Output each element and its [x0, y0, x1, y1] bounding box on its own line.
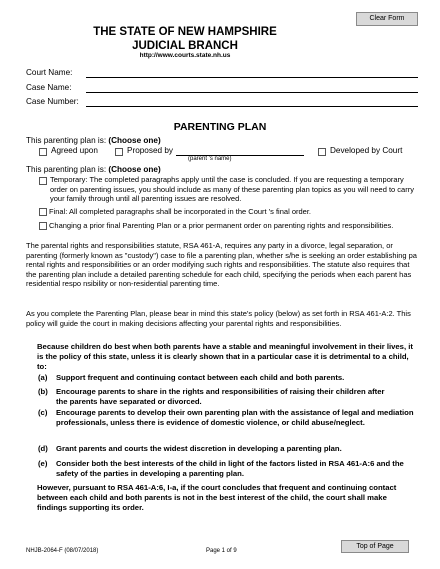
policy-item-d-label: (d)	[38, 444, 48, 453]
choose-one-label: (Choose one)	[108, 136, 161, 145]
agreed-upon-label: Agreed upon	[51, 146, 98, 155]
policy-intro-paragraph: As you complete the Parenting Plan, please bear in mind this state's policy (below) as set forth in RSA 461-A:2. This policy will guide the court in making decisions affecting your parental rights and responsibilities.	[26, 309, 411, 328]
policy-item-a-label: (a)	[38, 373, 48, 382]
statute-paragraph: The parental rights and responsibilities statute, RSA 461-A, requires any party in a divorce, legal separation, or parenting (formerly known as "custody") case to file a parenting plan, whether s/he is seeking an order establishing pa rental rights and responsibilities or an order modifying such rights and responsibilities. The statute also requires that the parenting plan include a detailed parenting schedule for each child, specifying the periods when each parent has residential respo nsibility or non-residential parenting time.	[26, 241, 417, 289]
form-id: NHJB-2064-F (08/07/2018)	[26, 548, 99, 554]
plan-duration-intro-text: This parenting plan is:	[26, 165, 107, 174]
top-of-page-button[interactable]: Top of Page	[341, 540, 409, 553]
policy-item-e-label: (e)	[38, 459, 48, 468]
court-url: http://www.courts.state.nh.us	[139, 52, 231, 59]
policy-item-a-text: Support frequent and continuing contact between each child and both parents.	[56, 373, 345, 382]
temporary-option-text: Temporary: The completed paragraphs apply until the case is concluded. If you are requesting a temporary order on parenting issues, you should include as many of these parenting plan topics as you will need to carry your family through until all parenting issues are resolved.	[50, 175, 414, 204]
policy-item-e-text: Consider both the best interests of the child in light of the factors listed in RSA 461-A:6 and the safety of the parties in developing a parenting plan.	[56, 459, 404, 479]
branch-heading: JUDICIAL BRANCH	[132, 40, 238, 52]
policy-item-c-text: Encourage parents to develop their own parenting plan with the assistance of legal and mediation professionals, unless there is evidence of domestic violence, or child abuse/neglect.	[56, 408, 414, 428]
page-title: PARENTING PLAN	[173, 121, 267, 133]
choose-one-label-2: (Choose one)	[108, 165, 161, 174]
parents-name-caption: (parent 's name)	[188, 156, 232, 162]
case-number-label: Case Number:	[26, 97, 79, 106]
policy-item-b-text: Encourage parents to share in the rights and responsibilities of raising their children after the parents have separated or divorced.	[56, 387, 385, 407]
court-name-label: Court Name:	[26, 68, 73, 77]
temporary-checkbox[interactable]	[39, 177, 47, 185]
policy-closing: However, pursuant to RSA 461-A:6, I-a, if the court concludes that frequent and continuing contact between each child and both parents is not in the best interest of the child, the court shall make findings supporting its order.	[37, 483, 397, 513]
policy-item-c-label: (c)	[38, 408, 48, 417]
page-number: Page 1 of 9	[206, 548, 237, 554]
proposed-by-checkbox[interactable]	[115, 148, 123, 156]
case-number-field[interactable]	[86, 106, 418, 107]
policy-item-d-text: Grant parents and courts the widest discretion in developing a parenting plan.	[56, 444, 342, 453]
plan-duration-intro	[26, 165, 161, 174]
final-option-text: Final: All completed paragraphs shall be incorporated in the Court 's final order.	[49, 207, 311, 216]
agreed-upon-checkbox[interactable]	[39, 148, 47, 156]
plan-type-intro-text: This parenting plan is:	[26, 136, 107, 145]
developed-by-court-label: Developed by Court	[330, 146, 403, 155]
changing-checkbox[interactable]	[39, 222, 47, 230]
plan-type-intro	[26, 136, 161, 145]
case-name-field[interactable]	[86, 92, 418, 93]
final-checkbox[interactable]	[39, 208, 47, 216]
court-name-field[interactable]	[86, 77, 418, 78]
changing-option-text: Changing a prior final Parenting Plan or a prior permanent order on parenting rights and responsibilities.	[49, 221, 394, 230]
state-heading: THE STATE OF NEW HAMPSHIRE	[93, 26, 277, 38]
case-name-label: Case Name:	[26, 83, 72, 92]
proposed-by-label: Proposed by	[127, 146, 173, 155]
policy-intro: Because children do best when both parents have a stable and meaningful involvement in their lives, it is the policy of this state, unless it is clearly shown that in a particular case it is detrimental to a child, to:	[37, 342, 413, 372]
clear-form-button[interactable]: Clear Form	[356, 12, 418, 26]
developed-by-court-checkbox[interactable]	[318, 148, 326, 156]
policy-item-b-label: (b)	[38, 387, 48, 396]
